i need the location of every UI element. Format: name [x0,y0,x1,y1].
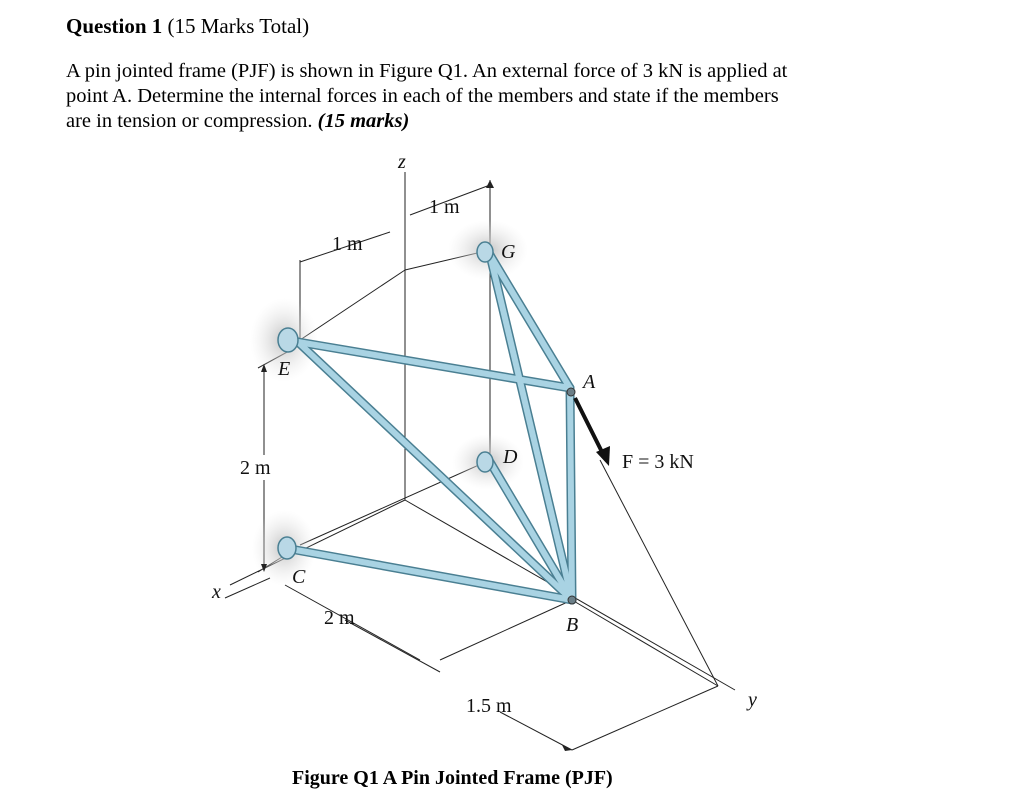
supports [278,242,493,559]
joint-a [567,388,575,396]
z-axis-label: z [398,151,406,173]
force-label: F = 3 kN [622,451,694,473]
point-c-label: C [292,566,306,588]
support-d [477,452,493,472]
point-d-label: D [503,446,518,468]
x-axis-label: x [212,581,221,603]
dimension-arrowheads [261,180,572,751]
point-g-label: G [501,241,516,263]
arrow-1-5m [562,745,572,751]
dim-label-bottom-right: 1.5 m [466,695,512,717]
b-ref-line [440,600,572,660]
question-marks: (15 Marks Total) [167,14,310,38]
problem-line-2: point A. Determine the internal forces in each of the members and state if the members [66,85,779,107]
point-b-label: B [566,614,579,636]
dim-label-height: 2 m [240,457,271,479]
joint-b [568,596,576,604]
force-line [600,460,718,686]
frame-members [296,255,572,600]
dim-label-top-left: 1 m [332,233,363,255]
force-arrow [575,398,610,466]
force-arrow-head [596,446,610,466]
dim-label-top-right: 1 m [429,196,460,218]
member-gb [490,255,572,600]
support-shadows [250,220,528,586]
dim-1-5m [500,712,572,750]
y-base-line [572,686,718,750]
dim-2m-bottom [345,620,440,672]
dim-label-bottom-left: 2 m [324,607,355,629]
point-a-label: A [583,371,596,393]
support-g [477,242,493,262]
member-ab [570,388,572,600]
arrow-z-top [486,180,494,188]
question-number: Question 1 [66,14,163,38]
figure-caption: Figure Q1 A Pin Jointed Frame (PJF) [292,767,613,789]
support-e [278,328,298,352]
problem-line-1: A pin jointed frame (PJF) is shown in Figure Q1. An external force of 3 kN is applied at [66,60,788,82]
problem-line-3-text: are in tension or compression. [66,110,313,132]
point-e-label: E [278,358,291,380]
marks-note: (15 marks) [317,110,410,132]
x-tail-line [225,578,270,598]
force-arrow-shaft [575,398,603,454]
y-axis-label: y [748,689,757,711]
support-c [278,537,296,559]
